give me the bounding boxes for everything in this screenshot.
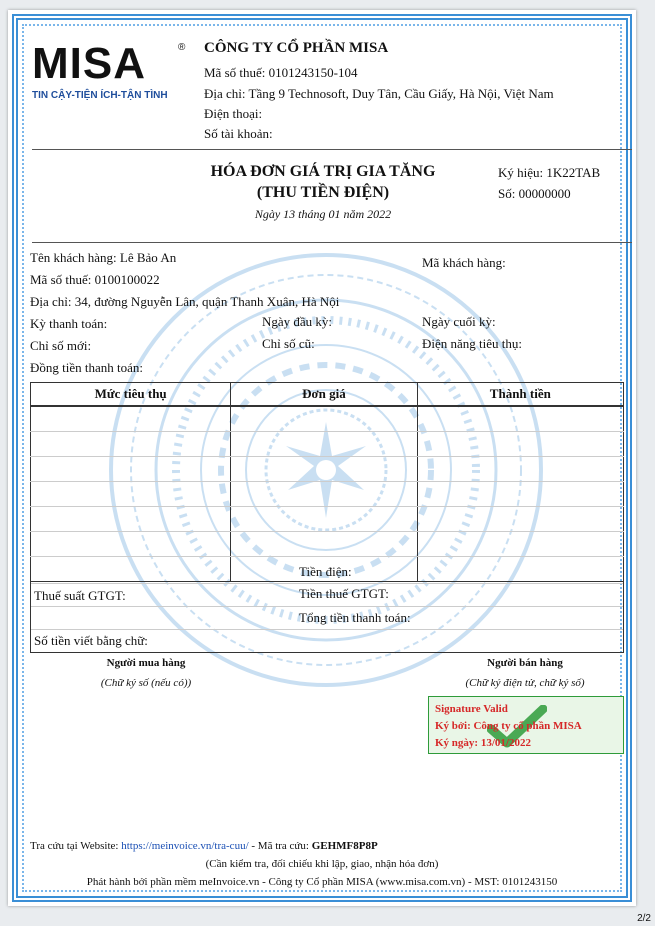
invoice-date: Ngày 13 tháng 01 năm 2022 xyxy=(254,207,392,221)
logo-tagline: TIN CẬY-TIỆN ÍCH-TẬN TÌNH xyxy=(32,90,168,101)
customer-code: Mã khách hàng: xyxy=(422,255,506,270)
invoice-subtitle: (THU TIỀN ĐIỆN) xyxy=(256,184,390,201)
table-row xyxy=(31,457,624,482)
summary-box xyxy=(30,561,624,653)
misa-logo xyxy=(32,39,186,110)
table-header-row xyxy=(31,383,624,407)
header-amount: Thành tiền xyxy=(417,383,623,407)
end-date: Ngày cuối kỳ: xyxy=(422,314,496,329)
company-phone: Điện thoại: xyxy=(204,106,263,121)
invoice-number: Số: 00000000 xyxy=(498,186,571,201)
old-index: Chỉ số cũ: xyxy=(262,336,315,351)
start-date: Ngày đầu kỳ: xyxy=(262,314,333,329)
lookup-code: GEHMF8P8P xyxy=(311,840,378,852)
signed-date: Ký ngày: 13/01/2022 xyxy=(435,737,531,749)
lookup-line xyxy=(30,840,378,852)
company-account: Số tài khoản: xyxy=(204,126,273,141)
table-row xyxy=(31,507,624,532)
invoice-page xyxy=(8,10,636,906)
lookup-label: Tra cứu tại Website: xyxy=(30,840,119,852)
summary-row xyxy=(31,561,623,584)
payment-currency: Đồng tiền thanh toán: xyxy=(30,360,144,375)
lookup-link[interactable]: https://meinvoice.vn/tra-cuu/ xyxy=(121,840,249,852)
amount-in-words: Số tiền viết bằng chữ: xyxy=(34,633,148,648)
seller-note: (Chữ ký điện tử, chữ ký số) xyxy=(465,677,585,689)
customer-name: Tên khách hàng: Lê Bảo An xyxy=(30,250,177,265)
items-table xyxy=(30,382,624,582)
company-name: CÔNG TY CỔ PHẦN MISA xyxy=(204,40,389,56)
electric-amount: Tiền điện: xyxy=(299,564,352,579)
seller-title: Người bán hàng xyxy=(487,657,563,669)
total-payment: Tổng tiền thanh toán: xyxy=(299,610,411,625)
customer-tax-code: Mã số thuế: 0100100022 xyxy=(30,272,160,287)
vat-rate: Thuế suất GTGT: xyxy=(34,588,126,603)
logo-wordmark: MISA xyxy=(32,39,146,88)
page-number: 2/2 xyxy=(637,913,651,924)
divider xyxy=(32,149,632,150)
divider xyxy=(32,242,632,243)
invoice-symbol: Ký hiệu: 1K22TAB xyxy=(498,165,601,180)
issuer-line: Phát hành bởi phần mềm meInvoice.vn - Công ty Cổ phần MISA (www.misa.com.vn) - MST: 0101243150 xyxy=(86,876,558,888)
signed-by: Ký bởi: Công ty cổ phần MISA xyxy=(435,720,582,732)
consumption: Điện năng tiêu thụ: xyxy=(422,336,523,351)
buyer-note: (Chữ ký số (nếu có)) xyxy=(100,677,192,689)
summary-row xyxy=(31,630,623,652)
table-row xyxy=(31,406,624,432)
verification-note: (Cần kiểm tra, đối chiếu khi lập, giao, nhận hóa đơn) xyxy=(205,858,439,870)
table-row xyxy=(31,482,624,507)
lookup-code-label: - Mã tra cứu: xyxy=(251,840,309,852)
vat-amount: Tiền thuế GTGT: xyxy=(299,586,389,601)
summary-row xyxy=(31,584,623,607)
buyer-title: Người mua hàng xyxy=(106,657,186,669)
billing-period: Kỳ thanh toán: xyxy=(30,316,108,331)
signature-valid: Signature Valid xyxy=(435,703,508,715)
table-row xyxy=(31,432,624,457)
registered-mark: ® xyxy=(178,42,186,53)
invoice-title: HÓA ĐƠN GIÁ TRỊ GIA TĂNG xyxy=(210,163,436,180)
digital-signature-box xyxy=(428,696,624,754)
customer-address: Địa chỉ: 34, đường Nguyễn Lân, quận Thanh Xuân, Hà Nội xyxy=(30,294,340,309)
header-unit-price: Đơn giá xyxy=(231,383,417,407)
new-index: Chỉ số mới: xyxy=(30,338,92,353)
company-address: Địa chỉ: Tầng 9 Technosoft, Duy Tân, Cầu Giấy, Hà Nội, Việt Nam xyxy=(204,86,554,101)
table-row xyxy=(31,532,624,557)
company-tax-code: Mã số thuế: 0101243150-104 xyxy=(204,65,358,80)
header-consumption: Mức tiêu thụ xyxy=(31,383,231,407)
summary-row xyxy=(31,607,623,630)
